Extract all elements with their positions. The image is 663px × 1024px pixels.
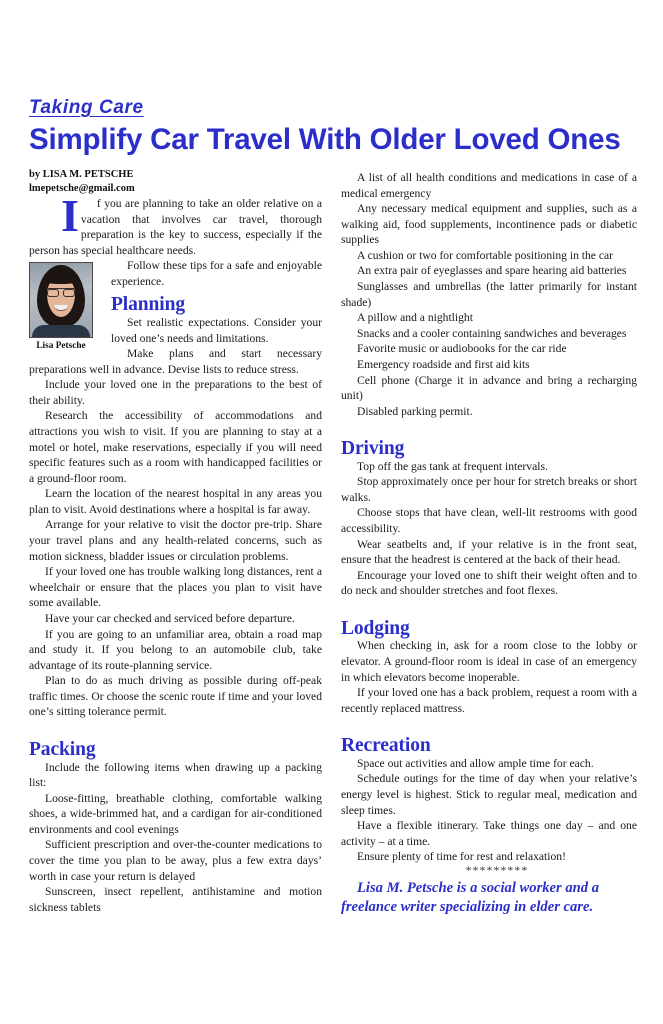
paragraph: Top off the gas tank at frequent intervals. — [357, 459, 548, 473]
paragraph: If your loved one has trouble walking long distances, rent a wheelchair or ensure that the places you plan to visit have some available. — [29, 565, 322, 610]
paragraph: Include the following items when drawing up a packing list: — [29, 760, 322, 790]
section-heading-planning: Planning — [111, 294, 185, 316]
section-separator: ********* — [465, 864, 529, 877]
masthead — [29, 98, 639, 156]
paragraph: Arrange for your relative to visit the doctor pre-trip. Share your travel plans and any health-related concerns, such as motion sickness, bladder issues or circulation problems. — [29, 518, 322, 563]
paragraph: Learn the location of the nearest hospital in any areas you plan to visit. Avoid destinations where a hospital is far away. — [29, 487, 322, 516]
paragraph: Encourage your loved one to shift their weight often and to do neck and shoulder stretches and foot flexes. — [341, 568, 637, 598]
paragraph: Have a flexible itinerary. Take things one day – and one activity – at a time. — [341, 819, 637, 848]
glasses-icon — [47, 288, 75, 296]
author-photo-block — [29, 262, 101, 353]
list-item: Snacks and a cooler containing sandwiches and beverages — [357, 326, 627, 340]
avatar — [29, 262, 93, 338]
byline-author: by LISA M. PETSCHE — [29, 169, 134, 180]
paragraph: Space out activities and allow ample time for each. — [357, 756, 594, 770]
drop-cap: I — [61, 190, 79, 241]
section-heading-recreation: Recreation — [341, 735, 431, 757]
author-bio: Lisa M. Petsche is a social worker and a freelance writer specializing in elder care. — [341, 879, 600, 915]
list-item: Emergency roadside and first aid kits — [357, 357, 530, 371]
paragraph: Have your car checked and serviced before departure. — [45, 611, 295, 625]
list-item: A cushion or two for comfortable positioning in the car — [357, 248, 613, 262]
section-heading-driving: Driving — [341, 438, 405, 460]
lead-paragraph — [29, 190, 322, 258]
list-item: A pillow and a nightlight — [357, 311, 473, 325]
section-heading-packing: Packing — [29, 739, 96, 760]
list-item: Loose-fitting, breathable clothing, comfortable walking shoes, a wide-brimmed hat, and a cardigan for air-conditioned environments and cool evenings — [29, 791, 322, 836]
list-item: A list of all health conditions and medications in case of a medical emergency — [341, 171, 637, 200]
photo-fringe — [43, 268, 79, 284]
byline-email[interactable]: lmepetsche@gmail.com — [29, 182, 135, 194]
section-spacer — [341, 716, 637, 736]
paragraph: Wear seatbelts and, if your relative is in the front seat, ensure that the headrest is centered at the back of their head. — [341, 537, 637, 567]
list-item: Sunglasses and umbrellas (the latter primarily for instant shade) — [341, 280, 637, 309]
paragraph: When checking in, ask for a room close to the lobby or elevator. A ground-floor room is ideal in case of an emergency in which elevators become inoperable. — [341, 639, 637, 684]
left-column — [29, 190, 322, 915]
list-item: Cell phone (Charge it in advance and bring a recharging unit) — [341, 373, 637, 403]
paragraph: If your loved one has a back problem, request a room with a recently replaced mattress. — [341, 686, 637, 715]
list-item: Favorite music or audiobooks for the car ride — [357, 342, 567, 356]
paragraph: Include your loved one in the preparations to the best of their ability. — [29, 378, 322, 407]
right-column — [341, 170, 637, 917]
section-heading-lodging: Lodging — [341, 617, 410, 639]
paragraph: Set realistic expectations. Consider your loved one’s needs and limitations. — [111, 315, 322, 345]
list-item: Sunscreen, insect repellent, antihistamine and motion sickness tablets — [29, 885, 322, 914]
paragraph: Stop approximately once per hour for stretch breaks or short walks. — [341, 475, 637, 504]
paragraph: Research the accessibility of accommodations and attractions you wish to visit. If you are planning to stay at a motel or hotel, make reservations, especially if you will need specific features such as a room with handicapped facilities or a ground-floor room. — [29, 409, 322, 485]
page-title: Simplify Car Travel With Older Loved Ones — [29, 122, 621, 156]
paragraph: Make plans and start necessary preparations well in advance. Devise lists to reduce stress. — [29, 347, 322, 376]
lead-paragraph-text: f you are planning to take an older relative on a vacation that involves car travel, thorough preparation is the key to success, especially if the person has special healthcare needs. — [29, 197, 322, 257]
list-item: Disabled parking permit. — [357, 404, 473, 418]
paragraph: Plan to do as much driving as possible during off-peak traffic times. Or choose the scenic route if time and your loved one’s sitting tolerance permit. — [29, 674, 322, 719]
paragraph: If you are going to an unfamiliar area, obtain a road map and study it. If you belong to an automobile club, take advantage of its route-planning service. — [29, 627, 322, 672]
paragraph: Ensure plenty of time for rest and relaxation! — [357, 850, 566, 864]
photo-shoulders — [32, 325, 90, 337]
list-item: An extra pair of eyeglasses and spare hearing aid batteries — [357, 264, 627, 278]
lead-paragraph-2: Follow these tips for a safe and enjoyable experience. — [111, 259, 322, 288]
photo-caption: Lisa Petsche — [36, 341, 86, 352]
section-spacer — [341, 599, 637, 619]
section-spacer — [29, 720, 322, 740]
list-item: Any necessary medical equipment and supplies, such as a walking aid, food supplements, incontinence pads or diabetic supplies — [341, 202, 637, 247]
paragraph: Choose stops that have clean, well-lit restrooms with good accessibility. — [341, 506, 637, 536]
section-spacer — [341, 419, 637, 439]
list-item: Sufficient prescription and over-the-counter medications to cover the time you plan to be away, plus a few extra days’ worth in case your return is delayed — [29, 838, 322, 883]
column-kicker: Taking Care — [29, 97, 144, 118]
paragraph: Schedule outings for the time of day when your relative’s energy level is highest. Stick to regular meal, medication and sleep times. — [341, 772, 637, 817]
